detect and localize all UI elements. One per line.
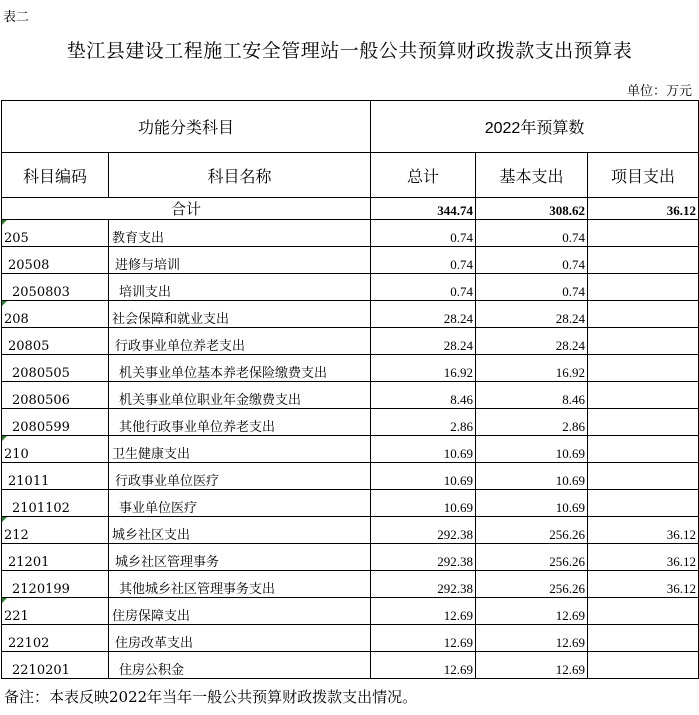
subject-name: 机关事业单位职业年金缴费支出 bbox=[109, 382, 371, 409]
project-amount: 36.12 bbox=[588, 544, 699, 571]
basic-amount: 2.86 bbox=[476, 409, 588, 436]
header-row-1 bbox=[2, 101, 699, 153]
basic-amount: 0.74 bbox=[476, 220, 588, 247]
subject-code bbox=[2, 517, 109, 544]
total-amount: 16.92 bbox=[371, 355, 476, 382]
table-row bbox=[2, 355, 699, 382]
header-row-2 bbox=[2, 153, 699, 198]
cell-marker-icon bbox=[2, 220, 7, 225]
total-amount: 292.38 bbox=[371, 571, 476, 598]
basic-amount: 8.46 bbox=[476, 382, 588, 409]
total-amount: 292.38 bbox=[371, 544, 476, 571]
table-row bbox=[2, 652, 699, 679]
subject-name: 机关事业单位基本养老保险缴费支出 bbox=[109, 355, 371, 382]
project-amount bbox=[588, 220, 699, 247]
total-amount: 28.24 bbox=[371, 328, 476, 355]
subject-code: 21011 bbox=[2, 463, 109, 490]
project-header: 项目支出 bbox=[588, 153, 699, 198]
subject-code: 2080505 bbox=[2, 355, 109, 382]
project-amount: 36.12 bbox=[588, 517, 699, 544]
table-row bbox=[2, 544, 699, 571]
project-amount bbox=[588, 382, 699, 409]
subject-code-text: 208 bbox=[4, 312, 29, 327]
subject-code bbox=[2, 436, 109, 463]
subject-code: 2050803 bbox=[2, 274, 109, 301]
subject-name: 行政事业单位养老支出 bbox=[109, 328, 371, 355]
table-row bbox=[2, 490, 699, 517]
total-amount: 8.46 bbox=[371, 382, 476, 409]
total-amount: 0.74 bbox=[371, 247, 476, 274]
basic-amount: 16.92 bbox=[476, 355, 588, 382]
subject-code bbox=[2, 301, 109, 328]
subject-code: 20508 bbox=[2, 247, 109, 274]
basic-amount: 0.74 bbox=[476, 274, 588, 301]
basic-amount: 12.69 bbox=[476, 652, 588, 679]
subject-code: 2210201 bbox=[2, 652, 109, 679]
total-project: 36.12 bbox=[588, 198, 699, 220]
budget-year-header: 2022年预算数 bbox=[371, 101, 699, 153]
table-row bbox=[2, 220, 699, 247]
subject-code bbox=[2, 598, 109, 625]
subject-code: 2080599 bbox=[2, 409, 109, 436]
table-row bbox=[2, 301, 699, 328]
total-header: 总计 bbox=[371, 153, 476, 198]
total-amount: 10.69 bbox=[371, 436, 476, 463]
subject-name: 培训支出 bbox=[109, 274, 371, 301]
subject-code: 20805 bbox=[2, 328, 109, 355]
basic-amount: 10.69 bbox=[476, 436, 588, 463]
subject-name: 其他城乡社区管理事务支出 bbox=[109, 571, 371, 598]
total-amount: 12.69 bbox=[371, 625, 476, 652]
subject-name: 其他行政事业单位养老支出 bbox=[109, 409, 371, 436]
code-header: 科目编码 bbox=[2, 153, 109, 198]
subject-code-text: 205 bbox=[4, 231, 29, 246]
cell-marker-icon bbox=[2, 436, 7, 441]
table-row bbox=[2, 328, 699, 355]
table-row bbox=[2, 517, 699, 544]
table-row bbox=[2, 463, 699, 490]
project-amount bbox=[588, 490, 699, 517]
basic-amount: 256.26 bbox=[476, 544, 588, 571]
basic-amount: 12.69 bbox=[476, 625, 588, 652]
table-row bbox=[2, 382, 699, 409]
project-amount bbox=[588, 355, 699, 382]
subject-name: 社会保障和就业支出 bbox=[109, 301, 371, 328]
subject-name: 住房保障支出 bbox=[109, 598, 371, 625]
subject-code: 21201 bbox=[2, 544, 109, 571]
document-label: 表二 bbox=[3, 10, 30, 25]
project-amount bbox=[588, 328, 699, 355]
cell-marker-icon bbox=[2, 517, 7, 522]
table-row bbox=[2, 571, 699, 598]
basic-header: 基本支出 bbox=[476, 153, 588, 198]
project-amount bbox=[588, 301, 699, 328]
basic-amount: 256.26 bbox=[476, 517, 588, 544]
cell-marker-icon bbox=[2, 598, 7, 603]
subject-code-text: 210 bbox=[4, 447, 29, 462]
subject-name: 城乡社区管理事务 bbox=[109, 544, 371, 571]
subject-name: 教育支出 bbox=[109, 220, 371, 247]
basic-amount: 28.24 bbox=[476, 328, 588, 355]
project-amount bbox=[588, 625, 699, 652]
basic-amount: 256.26 bbox=[476, 571, 588, 598]
project-amount bbox=[588, 274, 699, 301]
project-amount: 36.12 bbox=[588, 571, 699, 598]
subject-code: 2080506 bbox=[2, 382, 109, 409]
total-label: 合计 bbox=[2, 198, 371, 220]
table-row bbox=[2, 274, 699, 301]
basic-amount: 10.69 bbox=[476, 490, 588, 517]
name-header: 科目名称 bbox=[109, 153, 371, 198]
total-amount: 0.74 bbox=[371, 220, 476, 247]
project-amount bbox=[588, 652, 699, 679]
basic-amount: 12.69 bbox=[476, 598, 588, 625]
subject-code-text: 221 bbox=[4, 609, 29, 624]
total-amount: 10.69 bbox=[371, 490, 476, 517]
subject-code: 2101102 bbox=[2, 490, 109, 517]
table-row bbox=[2, 409, 699, 436]
subject-code bbox=[2, 220, 109, 247]
unit-label: 单位：万元 bbox=[626, 84, 692, 99]
total-amount: 28.24 bbox=[371, 301, 476, 328]
table-row bbox=[2, 625, 699, 652]
table-row bbox=[2, 598, 699, 625]
project-amount bbox=[588, 247, 699, 274]
subject-name: 住房改革支出 bbox=[109, 625, 371, 652]
total-amount: 292.38 bbox=[371, 517, 476, 544]
table-row bbox=[2, 247, 699, 274]
total-row bbox=[2, 198, 699, 220]
table-row bbox=[2, 436, 699, 463]
project-amount bbox=[588, 436, 699, 463]
total-amount: 344.74 bbox=[371, 198, 476, 220]
cell-marker-icon bbox=[2, 301, 7, 306]
total-basic: 308.62 bbox=[476, 198, 588, 220]
total-amount: 12.69 bbox=[371, 598, 476, 625]
page-title: 垫江县建设工程施工安全管理站一般公共预算财政拨款支出预算表 bbox=[66, 40, 633, 62]
subject-code-text: 212 bbox=[4, 528, 29, 543]
subject-name: 城乡社区支出 bbox=[109, 517, 371, 544]
project-amount bbox=[588, 598, 699, 625]
total-amount: 10.69 bbox=[371, 463, 476, 490]
basic-amount: 28.24 bbox=[476, 301, 588, 328]
subject-name: 卫生健康支出 bbox=[109, 436, 371, 463]
footnote: 备注：本表反映2022年当年一般公共预算财政拨款支出情况。 bbox=[4, 688, 418, 706]
project-amount bbox=[588, 409, 699, 436]
subject-name: 事业单位医疗 bbox=[109, 490, 371, 517]
subject-name: 进修与培训 bbox=[109, 247, 371, 274]
subject-name: 行政事业单位医疗 bbox=[109, 463, 371, 490]
total-amount: 2.86 bbox=[371, 409, 476, 436]
subject-code: 2120199 bbox=[2, 571, 109, 598]
total-amount: 12.69 bbox=[371, 652, 476, 679]
functional-category-header: 功能分类科目 bbox=[2, 101, 371, 153]
project-amount bbox=[588, 463, 699, 490]
subject-code: 22102 bbox=[2, 625, 109, 652]
basic-amount: 10.69 bbox=[476, 463, 588, 490]
subject-name: 住房公积金 bbox=[109, 652, 371, 679]
budget-table bbox=[1, 100, 699, 679]
total-amount: 0.74 bbox=[371, 274, 476, 301]
basic-amount: 0.74 bbox=[476, 247, 588, 274]
